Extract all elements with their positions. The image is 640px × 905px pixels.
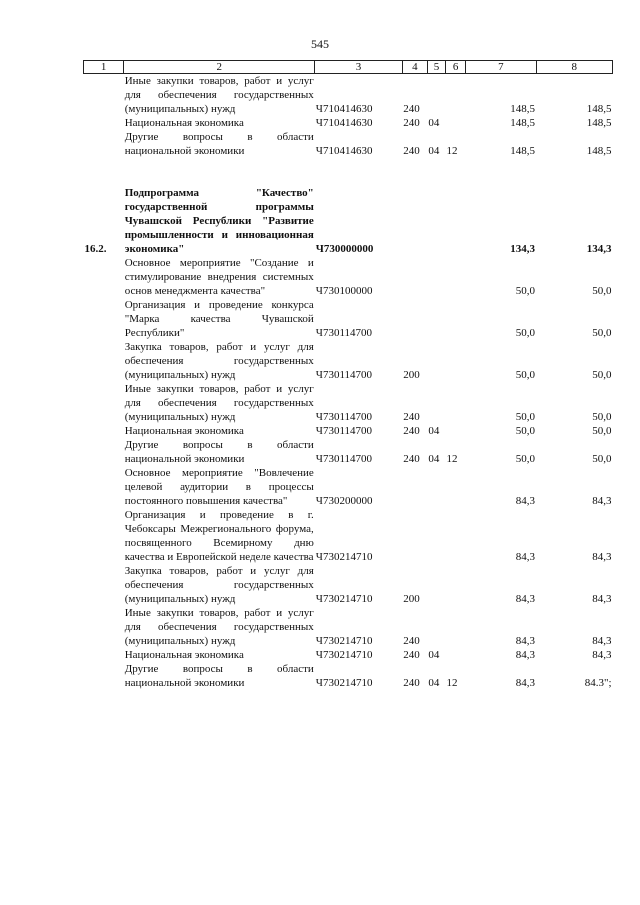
amount-year-2: 148,5	[586, 103, 612, 115]
amount-year-1: 50,0	[515, 369, 536, 381]
row-name: Закупка товаров, работ и услуг для обеспечения государственных (муниципальных) нужд	[124, 341, 314, 381]
row-name: Основное мероприятие "Вовлечение целевой аудитории в процессы постоянного повышения качества"	[124, 467, 314, 507]
table-row	[84, 256, 613, 298]
amount-year-1: 84,3	[515, 495, 536, 507]
amount-year-1: 84,3	[515, 593, 536, 605]
subsection-code	[446, 606, 466, 648]
row-number	[84, 564, 124, 606]
row-name: Национальная экономика	[124, 649, 244, 661]
amount-year-2: 50,0	[592, 453, 612, 465]
amount-year-2: 50,0	[592, 327, 612, 339]
target-code: Ч730114700	[315, 369, 373, 381]
subsection-code	[446, 298, 466, 340]
table-row	[84, 298, 613, 340]
row-number	[84, 256, 124, 298]
amount-year-1: 148,5	[510, 145, 536, 157]
table-row	[84, 424, 613, 438]
target-code: Ч730214710	[315, 551, 373, 563]
amount-year-1: 50,0	[515, 425, 536, 437]
section-code: 04	[428, 677, 440, 689]
expense-type: 240	[403, 425, 420, 437]
amount-year-2: 84,3	[592, 551, 612, 563]
table-row	[84, 130, 613, 158]
target-code: Ч710414630	[315, 145, 373, 157]
amount-year-1: 50,0	[515, 327, 536, 339]
table-row	[84, 340, 613, 382]
amount-year-1: 50,0	[515, 453, 536, 465]
column-header-2: 2	[124, 61, 315, 74]
amount-year-1: 84,3	[515, 677, 536, 689]
row-name: Национальная экономика	[124, 117, 244, 129]
row-number	[84, 74, 124, 117]
expense-type: 200	[403, 593, 420, 605]
table-row	[84, 662, 613, 690]
expense-type: 240	[403, 103, 420, 115]
row-name: Иные закупки товаров, работ и услуг для обеспечения государственных (муниципальных) нужд	[124, 607, 314, 647]
row-name: Иные закупки товаров, работ и услуг для обеспечения государственных (муниципальных) нужд	[124, 383, 314, 423]
subsection-code: 12	[446, 453, 458, 465]
amount-year-1: 148,5	[510, 103, 536, 115]
amount-year-2: 50,0	[592, 411, 612, 423]
row-name: Организация и проведение в г. Чебоксары Межрегионального форума, посвященного Всемирному дню качества и Европейской неделе качества	[124, 509, 314, 563]
amount-year-2: 84,3	[592, 593, 612, 605]
section-code: 04	[428, 117, 440, 129]
amount-year-2: 148,5	[586, 117, 612, 129]
section-code: 04	[428, 425, 440, 437]
row-name: Организация и проведение конкурса "Марка качества Чувашской Республики"	[124, 299, 314, 339]
row-name: Другие вопросы в области национальной экономики	[124, 131, 314, 157]
section-code	[427, 382, 445, 424]
row-name: Другие вопросы в области национальной экономики	[124, 439, 314, 465]
section-code	[427, 606, 445, 648]
column-header-3: 3	[315, 61, 402, 74]
amount-year-2: 50,0	[592, 285, 612, 297]
subsection-code	[446, 186, 466, 256]
column-header-6: 6	[446, 61, 466, 74]
amount-year-2: 148,5	[586, 145, 612, 157]
row-number	[84, 116, 124, 130]
subsection-code	[446, 340, 466, 382]
section-code: 04	[428, 453, 440, 465]
table-row	[84, 186, 613, 256]
expense-type: 240	[403, 635, 420, 647]
column-header-4: 4	[402, 61, 427, 74]
section-code	[427, 298, 445, 340]
table-body	[84, 74, 613, 691]
budget-table	[83, 60, 613, 690]
section-code	[427, 466, 445, 508]
expense-type: 240	[403, 145, 420, 157]
row-number	[84, 466, 124, 508]
page-number: 545	[311, 37, 329, 51]
amount-year-2: 50,0	[592, 425, 612, 437]
amount-year-1: 148,5	[510, 117, 536, 129]
subsection-code	[446, 74, 466, 117]
expense-type: 240	[403, 649, 420, 661]
amount-year-1: 84,3	[515, 649, 536, 661]
table-row	[84, 116, 613, 130]
amount-year-1: 84,3	[515, 635, 536, 647]
section-code	[427, 256, 445, 298]
subsection-code	[446, 648, 466, 662]
expense-type	[402, 298, 427, 340]
row-name: Национальная экономика	[124, 425, 244, 437]
row-number	[84, 648, 124, 662]
target-code: Ч730000000	[315, 243, 374, 255]
expense-type	[402, 466, 427, 508]
amount-year-1: 50,0	[515, 285, 536, 297]
table-row	[84, 606, 613, 648]
amount-year-1: 134,3	[510, 243, 536, 255]
column-header-5: 5	[427, 61, 445, 74]
spacer-cell	[84, 158, 613, 186]
section-code: 04	[428, 145, 440, 157]
row-number	[84, 382, 124, 424]
expense-type: 200	[403, 369, 420, 381]
row-number	[84, 438, 124, 466]
amount-year-1: 84,3	[515, 551, 536, 563]
table-row	[84, 438, 613, 466]
target-code: Ч730114700	[315, 411, 373, 423]
row-name: Другие вопросы в области национальной экономики	[124, 663, 314, 689]
row-number	[84, 662, 124, 690]
row-name: Иные закупки товаров, работ и услуг для обеспечения государственных (муниципальных) нужд	[124, 75, 314, 115]
row-name: Основное мероприятие "Создание и стимулирование внедрения системных основ менеджмента качества"	[124, 257, 314, 297]
column-header-7: 7	[466, 61, 536, 74]
section-code	[427, 74, 445, 117]
subsection-code: 12	[446, 677, 458, 689]
subsection-code	[446, 382, 466, 424]
subsection-code	[446, 564, 466, 606]
target-code: Ч730200000	[315, 495, 373, 507]
subsection-code: 12	[446, 145, 458, 157]
section-code	[427, 186, 445, 256]
target-code: Ч730214710	[315, 677, 373, 689]
row-number	[84, 424, 124, 438]
spacer-row	[84, 158, 613, 186]
table-row	[84, 466, 613, 508]
target-code: Ч710414630	[315, 117, 373, 129]
subsection-code	[446, 116, 466, 130]
target-code: Ч730114700	[315, 453, 373, 465]
amount-year-2: 134,3	[586, 243, 612, 255]
section-code	[427, 340, 445, 382]
column-header-1: 1	[84, 61, 124, 74]
section-code	[427, 564, 445, 606]
target-code: Ч730214710	[315, 635, 373, 647]
row-number	[84, 508, 124, 564]
table-row	[84, 382, 613, 424]
subsection-code	[446, 256, 466, 298]
amount-year-2: 84,3	[592, 649, 612, 661]
row-number: 16.2.	[84, 243, 107, 255]
expense-type	[402, 508, 427, 564]
row-name: Подпрограмма "Качество" государственной программы Чувашской Республики "Развитие промышленности и инновационная экономика"	[124, 187, 314, 255]
subsection-code	[446, 508, 466, 564]
target-code: Ч710414630	[315, 103, 373, 115]
amount-year-2: 50,0	[592, 369, 612, 381]
subsection-code	[446, 424, 466, 438]
row-number	[84, 340, 124, 382]
table-row	[84, 74, 613, 117]
amount-year-2: 84,3	[592, 495, 612, 507]
amount-year-2: 84,3	[592, 635, 612, 647]
row-number	[84, 298, 124, 340]
table-row	[84, 564, 613, 606]
target-code: Ч730214710	[315, 649, 373, 661]
subsection-code	[446, 466, 466, 508]
column-header-8: 8	[536, 61, 612, 74]
target-code: Ч730114700	[315, 425, 373, 437]
expense-type: 240	[403, 117, 420, 129]
amount-year-2: 84.3";	[584, 677, 612, 689]
target-code: Ч730214710	[315, 593, 373, 605]
row-name: Закупка товаров, работ и услуг для обеспечения государственных (муниципальных) нужд	[124, 565, 314, 605]
amount-year-1: 50,0	[515, 411, 536, 423]
section-code: 04	[428, 649, 440, 661]
expense-type: 240	[403, 453, 420, 465]
row-number	[84, 130, 124, 158]
target-code: Ч730100000	[315, 285, 373, 297]
row-number	[84, 606, 124, 648]
table-row	[84, 508, 613, 564]
expense-type	[402, 186, 427, 256]
expense-type: 240	[403, 411, 420, 423]
table-row	[84, 648, 613, 662]
expense-type	[402, 256, 427, 298]
column-number-row	[84, 61, 613, 74]
target-code: Ч730114700	[315, 327, 373, 339]
section-code	[427, 508, 445, 564]
expense-type: 240	[403, 677, 420, 689]
